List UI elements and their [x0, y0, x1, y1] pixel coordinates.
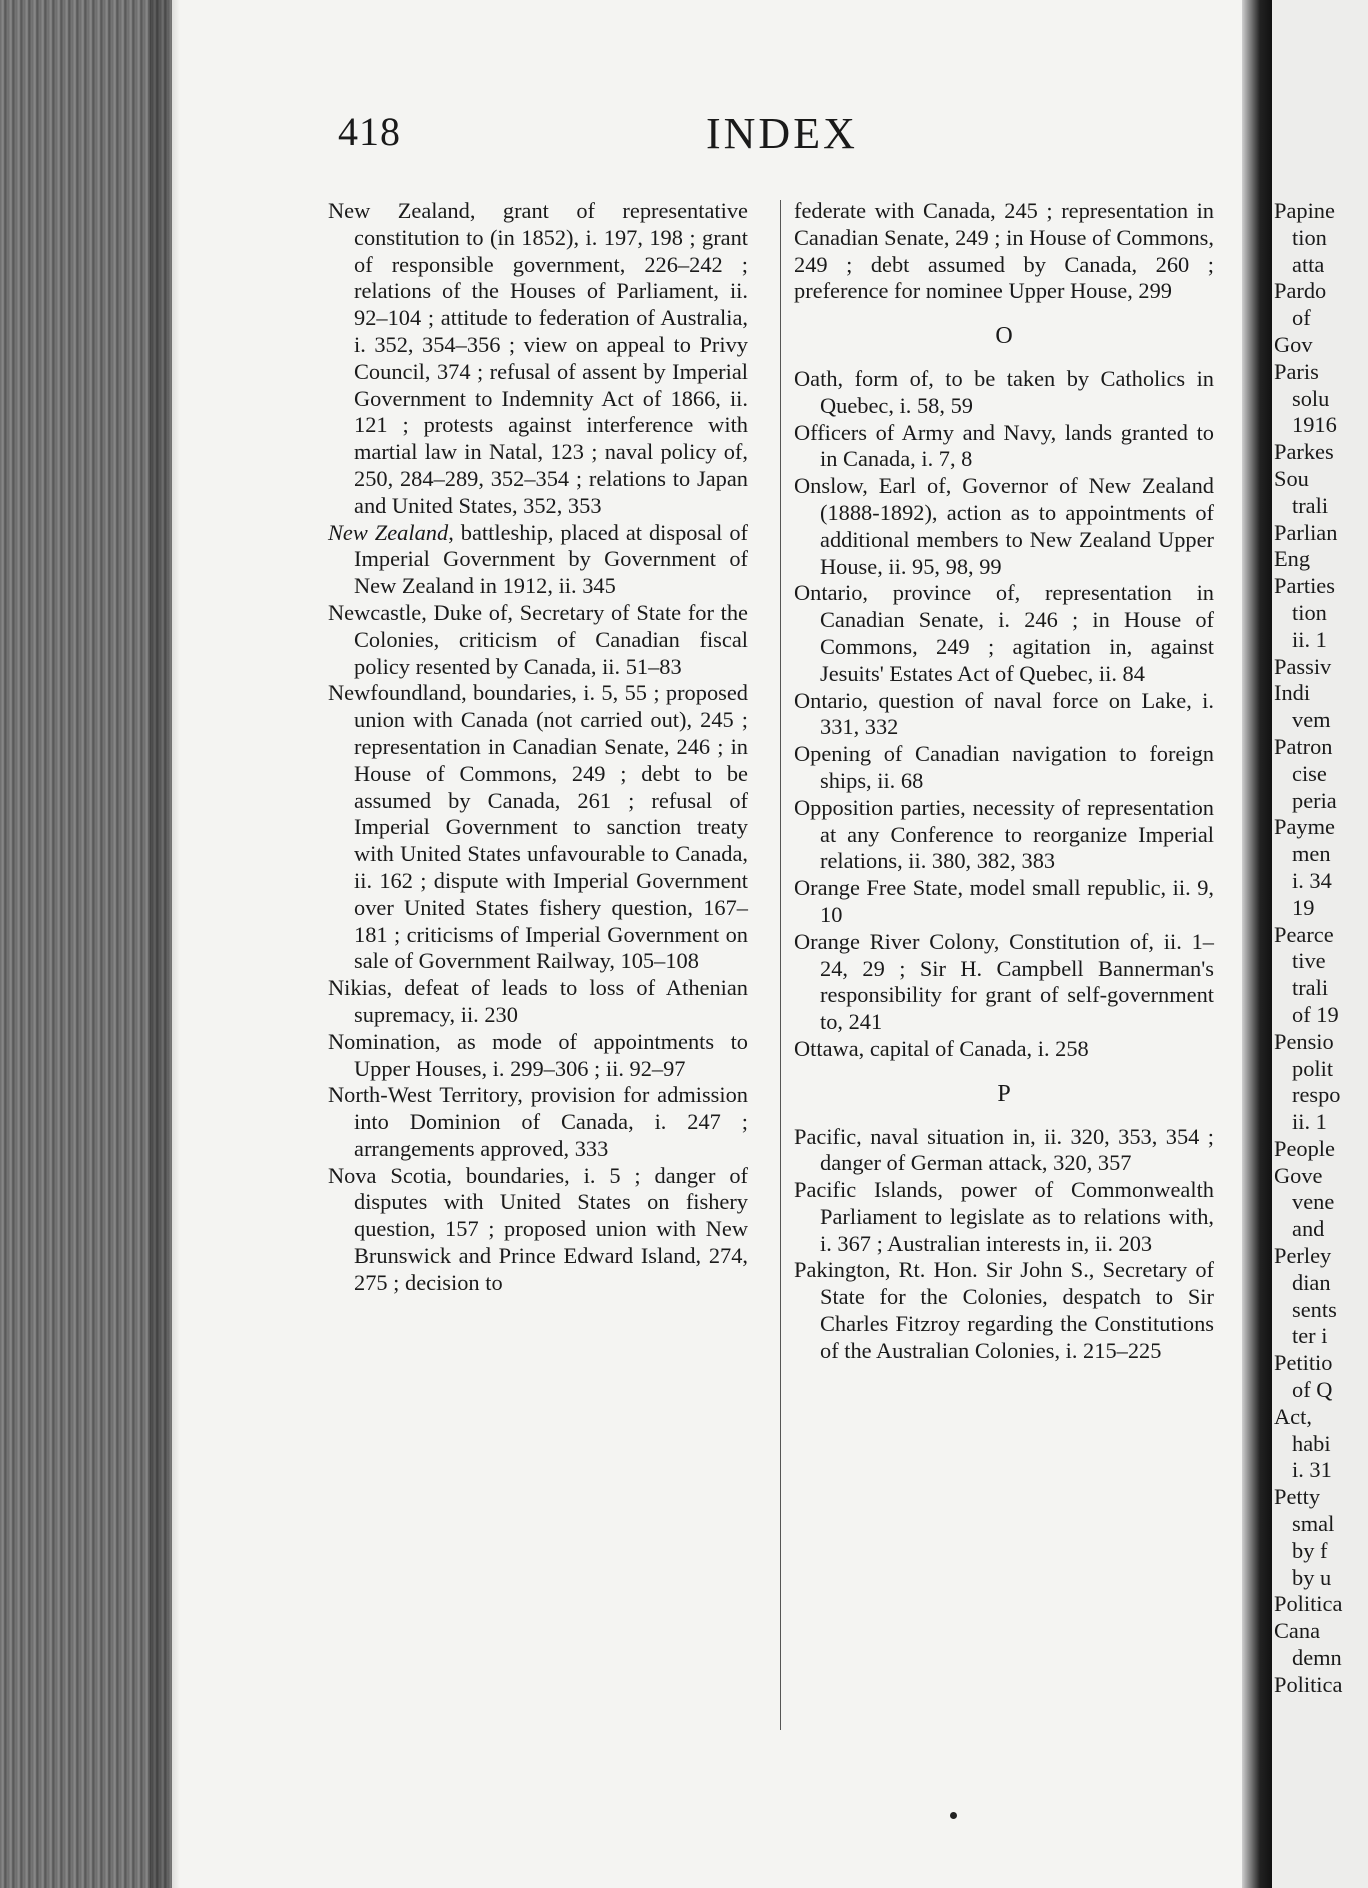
next-page-fragment: atta [1292, 251, 1325, 277]
next-page-fragment: People [1274, 1135, 1335, 1161]
entry-text: , power of Commonwealth Parliament to legislate as to relations with, i. 367 ; Australian interests in, ii. 203 [820, 1177, 1214, 1256]
entry-text: of Army and Navy, lands granted to in Canada, i. 7, 8 [820, 419, 1214, 472]
section-letter-p: P [997, 1080, 1011, 1107]
index-entry [794, 795, 1214, 875]
index-entry [794, 420, 1214, 474]
next-page-fragment: cise [1292, 760, 1327, 786]
page-number: 418 [338, 109, 401, 154]
entry-text: , Duke of, Secretary of State for the Colonies, criticism of Canadian fiscal policy resented by Canada, ii. 51–83 [354, 599, 748, 679]
entry-text: , Earl of, Governor of New Zealand (1888-1892), action as to appointments of additional members to New Zealand Upper House, ii. 95, 98, 99 [820, 473, 1214, 579]
next-page-fragment: 19 [1292, 894, 1315, 920]
entry-text: , battleship, placed at disposal of Imperial Government by Government of New Zealand in 1912, ii. 345 [354, 519, 748, 599]
entry-heading: Opposition parties [794, 794, 961, 820]
next-page-fragment: tion [1292, 599, 1327, 625]
index-column-left [328, 198, 748, 1297]
entry-text: , Constitution of, ii. 1–24, 29 ; Sir H. Campbell Bannerman's responsibility for grant of self-government to, 241 [820, 928, 1214, 1035]
entry-text: , capital of Canada, i. 258 [858, 1035, 1089, 1061]
next-page-fragment: by f [1292, 1537, 1328, 1563]
next-page-fragment: ii. 1 [1292, 1109, 1327, 1135]
entry-heading: Nova Scotia [328, 1162, 447, 1188]
entry-heading: Ontario [794, 580, 863, 606]
next-page-fragment: Parlian [1274, 519, 1338, 545]
page-shadow [150, 0, 180, 1888]
next-page-fragment: polit [1292, 1055, 1334, 1081]
next-page-fragment: Indi [1274, 680, 1311, 706]
next-page-fragment: Act, [1274, 1403, 1312, 1429]
index-entry [794, 1177, 1214, 1257]
next-page-fragment: habi [1292, 1430, 1331, 1456]
next-page-fragment: ii. 1 [1292, 626, 1327, 652]
page-title: INDEX [706, 109, 858, 158]
next-page-fragment: Papine [1274, 198, 1335, 223]
index-entry [328, 680, 748, 975]
next-page-fragment: of 19 [1292, 1001, 1339, 1027]
ink-dot [950, 1812, 957, 1819]
book-edge [0, 0, 172, 1888]
next-page-fragment: by u [1292, 1564, 1332, 1590]
entry-text: , necessity of representation at any Conference to reorganize Imperial relations, ii. 380, 382, 383 [820, 794, 1214, 874]
section-letter-o: O [995, 323, 1013, 350]
next-page-fragment: dian [1292, 1269, 1331, 1295]
next-page-fragment: demn [1292, 1645, 1342, 1671]
continued-entry: federate with Canada, 245 ; representation in Canadian Senate, 249 ; in House of Commons, 249 ; debt assumed by Canada, 260 ; preference for nominee Upper House, 299 [794, 198, 1214, 304]
entry-heading: Orange Free State [794, 875, 958, 901]
entry-heading: Pacific [794, 1123, 857, 1149]
next-page-fragment: Pardo [1274, 278, 1327, 304]
entry-text: , boundaries, i. 5 ; danger of disputes with United States on fishery question, 157 ; proposed union with New Brunswick and Prince Edward Island, 274, 275 ; decision to [354, 1162, 748, 1295]
next-page-fragment: Sou [1274, 465, 1309, 491]
index-entry [794, 929, 1214, 1036]
next-page-fragment: Perley [1274, 1243, 1332, 1269]
entry-text: , question of naval force on Lake, i. 331, 332 [820, 687, 1214, 740]
next-page-fragment: of Q [1292, 1377, 1333, 1403]
next-page-fragment: Cana [1274, 1618, 1321, 1644]
entry-heading: Ottawa [794, 1035, 859, 1061]
index-entry [328, 975, 748, 1029]
entry-heading: North-West Territory [328, 1082, 518, 1108]
next-page-fragment: Politica [1274, 1671, 1343, 1697]
index-entry [328, 520, 748, 600]
entry-text: , Rt. Hon. Sir John S., Secretary of State for the Colonies, despatch to Sir Charles Fitzroy regarding the Constitutions of the Australian Colonies, i. 215–225 [820, 1257, 1214, 1363]
next-page-fragment: Pensio [1274, 1028, 1334, 1054]
next-page-fragment: Parties [1274, 573, 1335, 599]
entry-heading: Newfoundland [328, 680, 462, 706]
next-page-fragment: i. 31 [1292, 1457, 1332, 1483]
next-page-fragment: of [1292, 305, 1311, 331]
entry-heading: Ontario [794, 687, 863, 713]
index-entry [794, 366, 1214, 420]
entry-heading: Nikias [328, 975, 387, 1001]
book-gutter [1242, 0, 1272, 1888]
entry-text: , provision for admission into Dominion of Canada, i. 247 ; arrangements approved, 333 [354, 1082, 748, 1161]
entry-text: , defeat of leads to loss of Athenian supremacy, ii. 230 [354, 975, 748, 1027]
entry-heading: Nomination [328, 1028, 435, 1054]
next-page-fragments [1274, 198, 1368, 1699]
next-page-fragment: sents [1292, 1296, 1337, 1322]
next-page-fragment: respo [1292, 1082, 1341, 1108]
entry-text: , form of, to be taken by Catholics in Quebec, i. 58, 59 [820, 365, 1214, 418]
entry-heading: New Zealand [328, 519, 449, 545]
entry-text: of Canadian navigation to foreign ships, ii. 68 [820, 741, 1214, 793]
entry-heading: Onslow [794, 473, 863, 499]
next-page-fragment: and [1292, 1216, 1325, 1242]
index-entry [794, 1257, 1214, 1364]
entry-text: , as mode of appointments to Upper Houses, i. 299–306 ; ii. 92–97 [354, 1028, 748, 1081]
next-page-fragment: Petitio [1274, 1350, 1333, 1376]
entry-heading: Officers [794, 419, 867, 445]
next-page-fragment: trali [1292, 492, 1329, 518]
entry-text: , grant of representative constitution to (in 1852), i. 197, 198 ; grant of responsible government, 226–242 ; relations of the Houses of Parliament, ii. 92–104 ; attitude to federation of Australia, i. 352, 354–356 ; view on appeal to Privy Council, 374 ; refusal of assent by Imperial Government to Indemnity Act of 1866, ii. 121 ; protests against interference with martial law in Natal, 123 ; naval policy of, 250, 284–289, 352–354 ; relations to Japan and United States, 352, 353 [354, 198, 748, 518]
next-page-fragment: Payme [1274, 814, 1335, 840]
next-page-fragment: vem [1292, 707, 1331, 733]
p-entries [794, 1124, 1214, 1365]
next-page-fragment: Patron [1274, 733, 1333, 759]
entry-heading: Opening [794, 741, 872, 767]
index-entry [794, 688, 1214, 742]
next-page-fragment: Petty [1274, 1484, 1321, 1510]
index-entry [794, 1036, 1214, 1063]
next-page-fragment: 1916 [1292, 412, 1337, 438]
entry-text: , boundaries, i. 5, 55 ; proposed union with Canada (not carried out), 245 ; representation in Canadian Senate, 246 ; in House of Commons, 249 ; debt to be assumed by Canada, 261 ; refusal of Imperial Government to sanction treaty with United States unfavourable to Canada, ii. 162 ; dispute with Imperial Government over United States fishery question, 167–181 ; criticisms of Imperial Government on sale of Government Railway, 105–108 [354, 680, 748, 974]
entry-text: , model small republic, ii. 9, 10 [820, 875, 1214, 927]
next-page-fragment: i. 34 [1292, 867, 1332, 893]
entry-heading: Orange River Colony [794, 928, 994, 954]
entry-text: , province of, representation in Canadian Senate, i. 246 ; in House of Commons, 249 ; agitation in, against Jesuits' Estates Act of Quebec, ii. 84 [820, 580, 1214, 686]
next-page-fragment: Passiv [1274, 653, 1332, 679]
column-divider [780, 200, 781, 1730]
next-page-fragment: Gov [1274, 331, 1313, 357]
next-page-fragment: vene [1292, 1189, 1335, 1215]
next-page-fragment: ter i [1292, 1323, 1328, 1349]
next-page-fragment: Eng [1274, 546, 1311, 572]
index-entry [328, 198, 748, 520]
next-page-fragment: tion [1292, 224, 1327, 250]
next-page-fragment: peria [1292, 787, 1337, 813]
entry-heading: Newcastle [328, 599, 422, 625]
next-page-fragment: trali [1292, 975, 1329, 1001]
index-entry [794, 473, 1214, 580]
entry-heading: Oath [794, 365, 838, 391]
next-page-fragment: smal [1292, 1511, 1335, 1537]
next-page-fragment: tive [1292, 948, 1326, 974]
entry-heading: Pakington [794, 1257, 885, 1283]
entry-heading: New Zealand [328, 198, 470, 223]
index-entry [794, 875, 1214, 929]
index-entry [328, 1163, 748, 1297]
index-entry [328, 600, 748, 680]
next-page-fragment: Pearce [1274, 921, 1334, 947]
index-entry [794, 1124, 1214, 1178]
index-entry [328, 1029, 748, 1083]
next-page-fragment: Politica [1274, 1591, 1343, 1617]
next-page-fragment: men [1292, 841, 1331, 867]
next-page-fragment: Gove [1274, 1162, 1323, 1188]
next-page-fragment: Paris [1274, 358, 1319, 384]
o-entries [794, 366, 1214, 1063]
index-entry [794, 741, 1214, 795]
index-column-right [794, 198, 1214, 1365]
entry-text: , naval situation in, ii. 320, 353, 354 ; danger of German attack, 320, 357 [820, 1123, 1214, 1176]
index-entry [794, 580, 1214, 687]
index-entry [328, 1082, 748, 1162]
entry-heading: Pacific Islands [794, 1177, 938, 1203]
next-page-fragment: Parkes [1274, 439, 1334, 465]
next-page-fragment: solu [1292, 385, 1330, 411]
